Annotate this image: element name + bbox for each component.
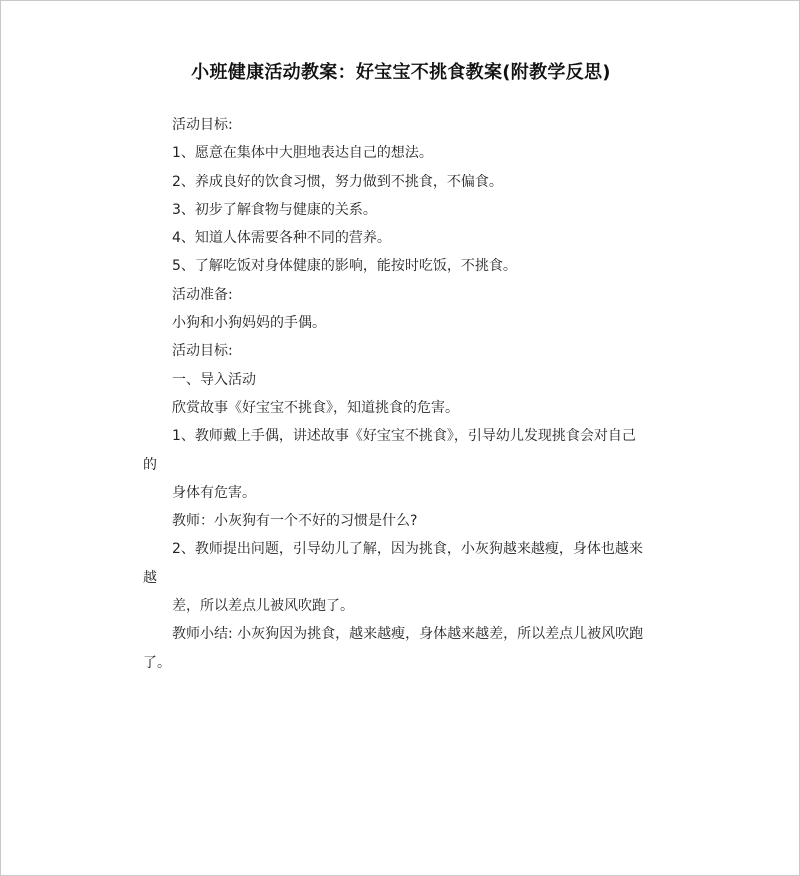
- paragraph-line: 5、了解吃饭对身体健康的影响，能按时吃饭，不挑食。: [172, 258, 517, 275]
- paragraph-line: 差，所以差点儿被风吹跑了。: [172, 598, 354, 615]
- paragraph-line: 3、初步了解食物与健康的关系。: [172, 201, 377, 218]
- paragraph-line: 活动准备:: [172, 286, 233, 303]
- paragraph-line: 一、导入活动: [172, 371, 256, 388]
- paragraph-line: 1、教师戴上手偶，讲述故事《好宝宝不挑食》，引导幼儿发现挑食会对自己: [172, 428, 636, 445]
- paragraph-line: 活动目标:: [172, 117, 233, 133]
- paragraph-line: 教师小结: 小灰狗因为挑食，越来越瘦，身体越来越差，所以差点儿被风吹跑: [172, 626, 644, 643]
- paragraph-line-wrap: 越: [143, 569, 157, 586]
- paragraph-line: 欣赏故事《好宝宝不挑食》，知道挑食的危害。: [172, 399, 459, 416]
- paragraph-line: 4、知道人体需要各种不同的营养。: [172, 230, 391, 247]
- paragraph-line: 小狗和小狗妈妈的手偶。: [172, 315, 326, 332]
- paragraph-line: 2、养成良好的饮食习惯，努力做到不挑食，不偏食。: [172, 173, 503, 190]
- document-body: [143, 111, 673, 677]
- document-title: 小班健康活动教案：好宝宝不挑食教案(附教学反思): [191, 62, 611, 83]
- paragraph-line: 教师：小灰狗有一个不好的习惯是什么?: [172, 513, 418, 530]
- paragraph-line: 身体有危害。: [172, 484, 256, 501]
- paragraph-line: 活动目标:: [172, 343, 233, 360]
- paragraph-line-wrap: 的: [143, 456, 157, 473]
- paragraph-line: 1、愿意在集体中大胆地表达自己的想法。: [172, 145, 433, 162]
- paragraph-line-wrap: 了。: [143, 654, 171, 671]
- paragraph-line: 2、教师提出问题，引导幼儿了解，因为挑食，小灰狗越来越瘦，身体也越来: [172, 541, 643, 558]
